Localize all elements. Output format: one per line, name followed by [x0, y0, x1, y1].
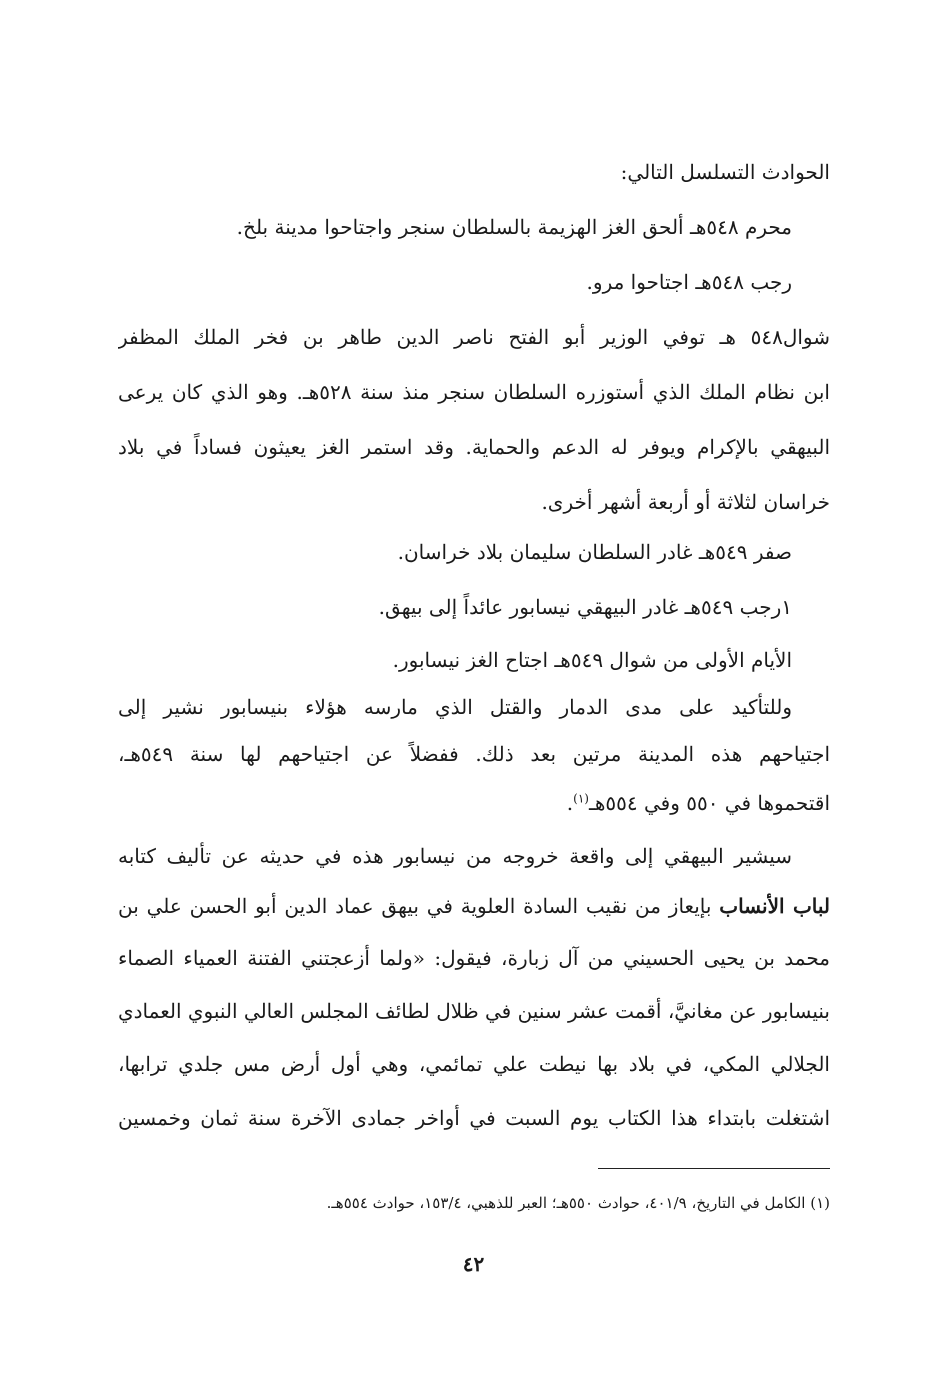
text-line: الحوادث التسلسل التالي:: [620, 160, 830, 184]
text-line: ١رجب ٥٤٩هـ غادر البيهقي نيسابور عائداً إلى بيهق.: [378, 595, 792, 619]
text-segment: بإيعاز من نقيب السادة العلوية في بيهق عماد الدين أبو الحسن علي بن: [118, 894, 720, 918]
text-line: سيشير البيهقي إلى واقعة خروجه من نيسابور هذه في حديثه عن تأليف كتابه: [118, 844, 792, 868]
text-line: اشتغلت بابتداء هذا الكتاب يوم السبت في أواخر جمادى الآخرة سنة ثمان وخمسين: [118, 1106, 830, 1130]
text-line: اجتياحهم هذه المدينة مرتين بعد ذلك. ففضلاً عن اجتياحهم لها سنة ٥٤٩هـ،: [118, 742, 830, 766]
text-segment: اقتحموها في ٥٥٠ وفي ٥٥٤هـ: [588, 791, 830, 815]
text-line: خراسان لثلاثة أو أربعة أشهر أخرى.: [541, 490, 830, 514]
text-line: شوال٥٤٨ هـ توفي الوزير أبو الفتح ناصر الدين طاهر بن فخر الملك المظفر: [118, 325, 830, 349]
footnote-reference: (١): [573, 791, 589, 806]
text-line: [118, 783, 830, 823]
text-line: [118, 886, 830, 926]
text-line: رجب ٥٤٨هـ اجتاحوا مرو.: [586, 270, 792, 294]
book-title: لباب الأنساب: [719, 894, 830, 918]
page-number: ٤٢: [462, 1252, 485, 1276]
footnote-divider: [598, 1168, 830, 1169]
text-line: محرم ٥٤٨هـ ألحق الغز الهزيمة بالسلطان سنجر واجتاحوا مدينة بلخ.: [236, 215, 792, 239]
footnote: (١) الكامل في التاريخ، ٤٠١/٩، حوادث ٥٥٠هـ؛ العبر للذهبي، ١٥٣/٤، حوادث ٥٥٤هـ.: [326, 1194, 830, 1212]
text-line: البيهقي بالإكرام ويوفر له الدعم والحماية. وقد استمر الغز يعيثون فساداً في بلاد: [118, 435, 830, 459]
end-punctuation: .: [566, 791, 574, 815]
text-line: محمد بن يحيى الحسيني من آل زبارة، فيقول: «ولما أزعجتني الفتنة العمياء الصماء: [118, 946, 830, 970]
text-line: وللتأكيد على مدى الدمار والقتل الذي مارسه هؤلاء بنيسابور نشير إلى: [118, 695, 792, 719]
text-line: الأيام الأولى من شوال ٥٤٩هـ اجتاح الغز نيسابور.: [392, 648, 792, 672]
text-line: بنيسابور عن مغانيَّ، أقمت عشر سنين في ظلال لطائف المجلس العالي النبوي العمادي: [118, 999, 830, 1023]
text-line: صفر ٥٤٩هـ غادر السلطان سليمان بلاد خراسان.: [397, 540, 792, 564]
text-line: ابن نظام الملك الذي أستوزره السلطان سنجر منذ سنة ٥٢٨هـ. وهو الذي كان يرعى: [118, 380, 830, 404]
text-line: الجلالي المكي، في بلاد بها نيطت علي تمائمي، وهي أول أرض مس جلدي ترابها،: [118, 1052, 830, 1076]
